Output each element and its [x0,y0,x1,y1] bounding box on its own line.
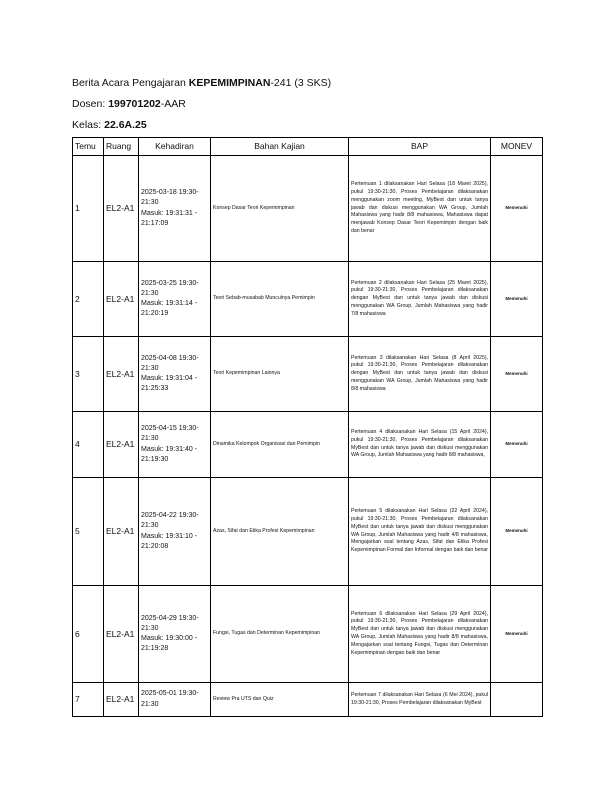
kelas-label: Kelas: [72,119,105,131]
cell-bahan-kajian: Azas, Sifat dan Etika Profesi Kepemimpinan [211,478,349,586]
title-prefix: Berita Acara Pengajaran [72,77,189,89]
cell-tanggal: 2025-04-29 19:30-21:30 [141,614,199,632]
cell-masuk: Masuk: 19:31:04 - 21:25:33 [141,375,198,393]
cell-monev: Memenuhi [491,337,543,412]
cell-kehadiran [139,156,211,262]
kelas-line [72,119,147,131]
cell-masuk: Masuk: 19:30:00 - 21:19:28 [141,635,198,653]
cell-temu: 7 [73,683,104,717]
table-header-row [73,138,543,156]
cell-masuk: Masuk: 19:31:14 - 21:20:19 [141,300,198,318]
cell-kehadiran [139,478,211,586]
col-header-bap: BAP [349,138,491,156]
cell-masuk: Masuk: 19:31:10 - 21:20:08 [141,532,198,550]
cell-tanggal: 2025-05-01 19:30-21:30 [141,690,199,708]
cell-ruang: EL2-A1 [104,337,139,412]
cell-monev [491,683,543,717]
bap-table [72,137,543,717]
cell-bahan-kajian: Dinamika Kelompok Organisasi dan Pemimpin [211,412,349,478]
cell-bahan-kajian: Teori Sebab-musabab Munculnya Pemimpin [211,262,349,337]
cell-ruang: EL2-A1 [104,478,139,586]
course-suffix: -241 (3 SKS) [270,77,332,89]
cell-kehadiran [139,586,211,683]
cell-tanggal: 2025-03-18 19:30-21:30 [141,189,199,207]
cell-tanggal: 2025-04-15 19:30-21:30 [141,425,199,443]
cell-bap: Pertemuan 6 dilaksanakan Hari Selasa (29 April 2024), pukul 19:30-21:30, Proses Pembelajaran dilaksanakan MyBest dan untuk tanya jawab dan diskusi menggunakan WA Group, Jumlah Mahasiswa yang hadir 8/8 mahasiswa, Mengajarkan soal tentang Fungsi, Tugas dan Determinan Kepemimpinan dengan baik dan benar [349,586,491,683]
page-title [72,77,331,89]
cell-ruang: EL2-A1 [104,262,139,337]
cell-ruang: EL2-A1 [104,156,139,262]
cell-ruang: EL2-A1 [104,683,139,717]
cell-masuk: Masuk: 19:31:31 - 21:17:09 [141,209,198,227]
cell-tanggal: 2025-03-25 19:30-21:30 [141,279,199,297]
cell-bahan-kajian: Review Pra UTS dan Quiz [211,683,349,717]
cell-bahan-kajian: Teori Kepemimpinan Lainnya [211,337,349,412]
table-row [73,337,543,412]
table-row [73,586,543,683]
col-header-monev: MONEV [491,138,543,156]
cell-monev: Memenuhi [491,412,543,478]
col-header-ruang: Ruang [104,138,139,156]
cell-monev: Memenuhi [491,262,543,337]
col-header-temu: Temu [73,138,104,156]
cell-kehadiran [139,412,211,478]
cell-temu: 5 [73,478,104,586]
kelas-value: 22.6A.25 [104,119,147,131]
cell-temu: 4 [73,412,104,478]
table-row [73,683,543,717]
cell-monev: Memenuhi [491,586,543,683]
dosen-suffix: -AAR [160,98,186,110]
dosen-label: Dosen: [72,98,109,110]
cell-temu: 3 [73,337,104,412]
cell-bap: Pertemuan 4 dilaksanakan Hari Selasa (15 April 2024), pukul 19:30-21:30, Proses Pembelajaran dilaksanakan MyBest dan untuk tanya jawab dan diskusi menggunakan WA Group, Jumlah Mahasiswa yang hadir 8/8 mahasiswa, [349,412,491,478]
cell-monev: Memenuhi [491,156,543,262]
cell-kehadiran [139,337,211,412]
course-name: KEPEMIMPINAN [188,77,271,89]
col-header-kehadiran: Kehadiran [139,138,211,156]
cell-bap: Pertemuan 5 dilaksanakan Hari Selasa (22 April 2024), pukul 19:30-21:30, Proses Pembelajaran dilaksanakan MyBest dan untuk tanya jawab dan diskusi menggunakan WA Group, Jumlah Mahasiswa yang hadir 4/8 mahasiswa, Mengajarkan soal tentang Azas, Sifat dan Etika Profesi Kepemimpinan Formal dan Informal dengan baik dan benar [349,478,491,586]
cell-monev: Memenuhi [491,478,543,586]
cell-ruang: EL2-A1 [104,586,139,683]
dosen-line [72,98,186,110]
cell-bap: Pertemuan 3 dilaksanakan Hari Selasa (8 April 2025), pukul 19:30-21:30, Proses Pembelajaran dilaksanakan dengan MyBest dan untuk tanya jawab dan diskusi menggunakan WA Group, Jumlah Mahasiswa yang hadir 8/8 mahasiswa [349,337,491,412]
cell-bahan-kajian: Fungsi, Tugas dan Determinan Kepemimpinan [211,586,349,683]
cell-bahan-kajian: Konsep Dasar Teori Kepemimpinan [211,156,349,262]
table-row [73,412,543,478]
cell-kehadiran [139,683,211,717]
table-row [73,478,543,586]
cell-masuk: Masuk: 19:31:40 - 21:19:30 [141,445,198,463]
cell-temu: 2 [73,262,104,337]
cell-kehadiran [139,262,211,337]
cell-bap: Pertemuan 1 dilaksanakan Hari Selasa (18 Maret 2025), pukul 19:30-21:30, Proses Pembelajaran dilaksanakan menggunakan zoom meeting, MyBest dan untuk tanya jawab dan diskusi menggunakan WA Group, Jumlah Mahasiswa yang hadir 8/8 mahasiswa, Mahasiswa dapat menjawab Konsep Dasar Teori Kepemimpin dengan baik dan benar [349,156,491,262]
cell-ruang: EL2-A1 [104,412,139,478]
table-row [73,262,543,337]
col-header-bahan-kajian: Bahan Kajian [211,138,349,156]
cell-bap: Pertemuan 7 dilaksanakan Hari Selasa (6 Mei 2024), pukul 19:30-21:30, Proses Pembelajaran dilaksanakan MyBest [349,683,491,717]
cell-temu: 6 [73,586,104,683]
cell-bap: Pertemuan 2 dilaksanakan Hari Selasa (25 Maret 2025), pukul 19:30-21:30, Proses Pembelajaran dilaksanakan dengan MyBest dan untuk tanya jawab dan diskusi menggunakan WA Group, Jumlah Mahasiswa yang hadir 7/8 mahasiswa [349,262,491,337]
dosen-code: 199701202 [108,98,161,110]
table-row [73,156,543,262]
cell-tanggal: 2025-04-08 19:30-21:30 [141,354,199,372]
cell-temu: 1 [73,156,104,262]
cell-tanggal: 2025-04-22 19:30-21:30 [141,512,199,530]
